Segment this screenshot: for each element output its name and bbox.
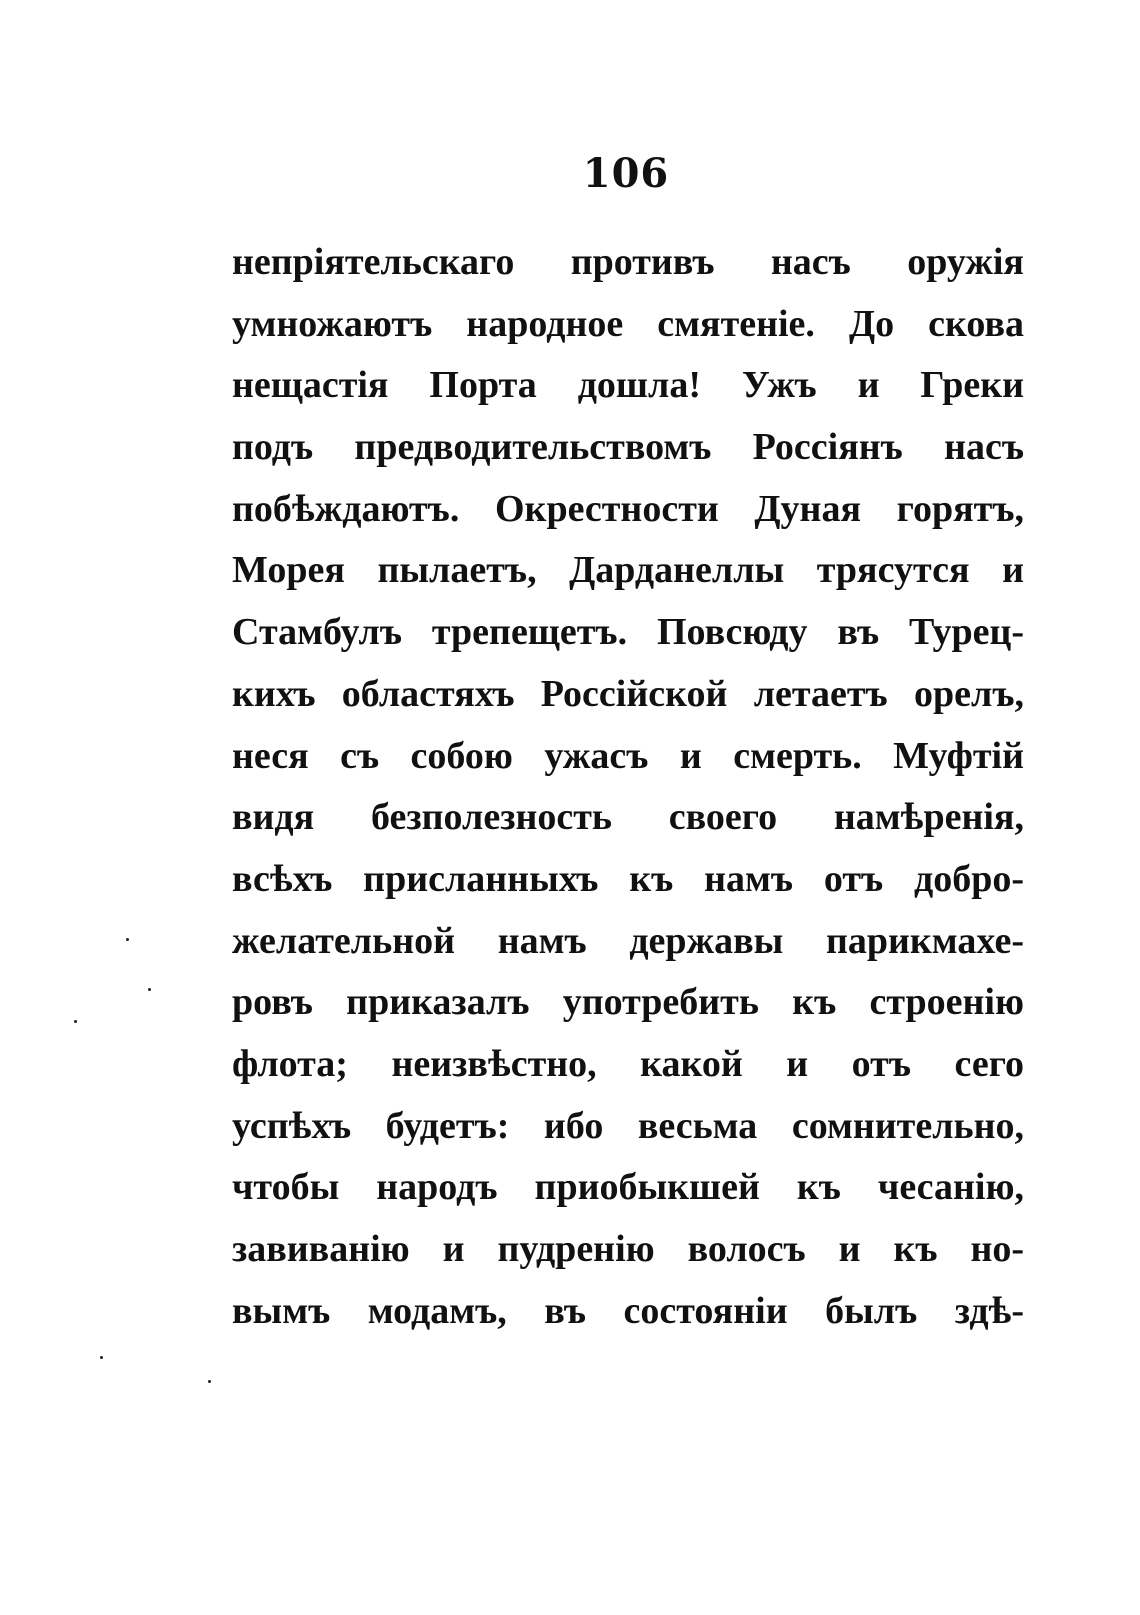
text-line: всѣхъ присланныхъ къ намъ отъ добро-	[232, 857, 1024, 900]
body-text	[232, 232, 1024, 1342]
page-number: 106	[582, 150, 670, 197]
text-line: чтобы народъ приобыкшей къ чесанію,	[232, 1166, 1024, 1209]
text-line: видя безполезность своего намѣренія,	[232, 796, 1024, 839]
text-line: нещастія Порта дошла! Ужъ и Греки	[232, 364, 1024, 407]
text-line: побѣждаютъ. Окрестности Дуная горятъ,	[232, 487, 1024, 530]
text-line: завиванію и пудренію волосъ и къ но-	[232, 1228, 1024, 1270]
text-line: подъ предводительствомъ Россіянъ насъ	[232, 426, 1024, 469]
text-line: непріятельскаго противъ насъ оружія	[232, 241, 1024, 283]
text-line: флота; неизвѣстно, какой и отъ сего	[232, 1042, 1024, 1085]
text-line: Стамбулъ трепещетъ. Повсюду въ Турец-	[232, 611, 1024, 654]
text-line: неся съ собою ужасъ и смерть. Муфтій	[232, 734, 1024, 777]
scan-speck	[126, 938, 129, 941]
scan-speck	[148, 988, 151, 991]
scan-speck	[208, 1380, 211, 1383]
text-line: желательной намъ державы парикмахе-	[232, 919, 1024, 962]
scan-speck	[100, 1356, 103, 1359]
scan-speck	[74, 1020, 77, 1023]
text-line: кихъ областяхъ Россійской летаетъ орелъ,	[232, 672, 1024, 715]
text-line: вымъ модамъ, въ состояніи былъ здѣ-	[232, 1289, 1024, 1332]
text-line: ровъ приказалъ употребить къ строенію	[232, 981, 1024, 1024]
text-line: умножаютъ народное смятеніе. До скова	[232, 302, 1024, 345]
text-line: успѣхъ будетъ: ибо весьма сомнительно,	[232, 1104, 1024, 1147]
text-line: Морея пылаетъ, Дарданеллы трясутся и	[232, 549, 1024, 592]
